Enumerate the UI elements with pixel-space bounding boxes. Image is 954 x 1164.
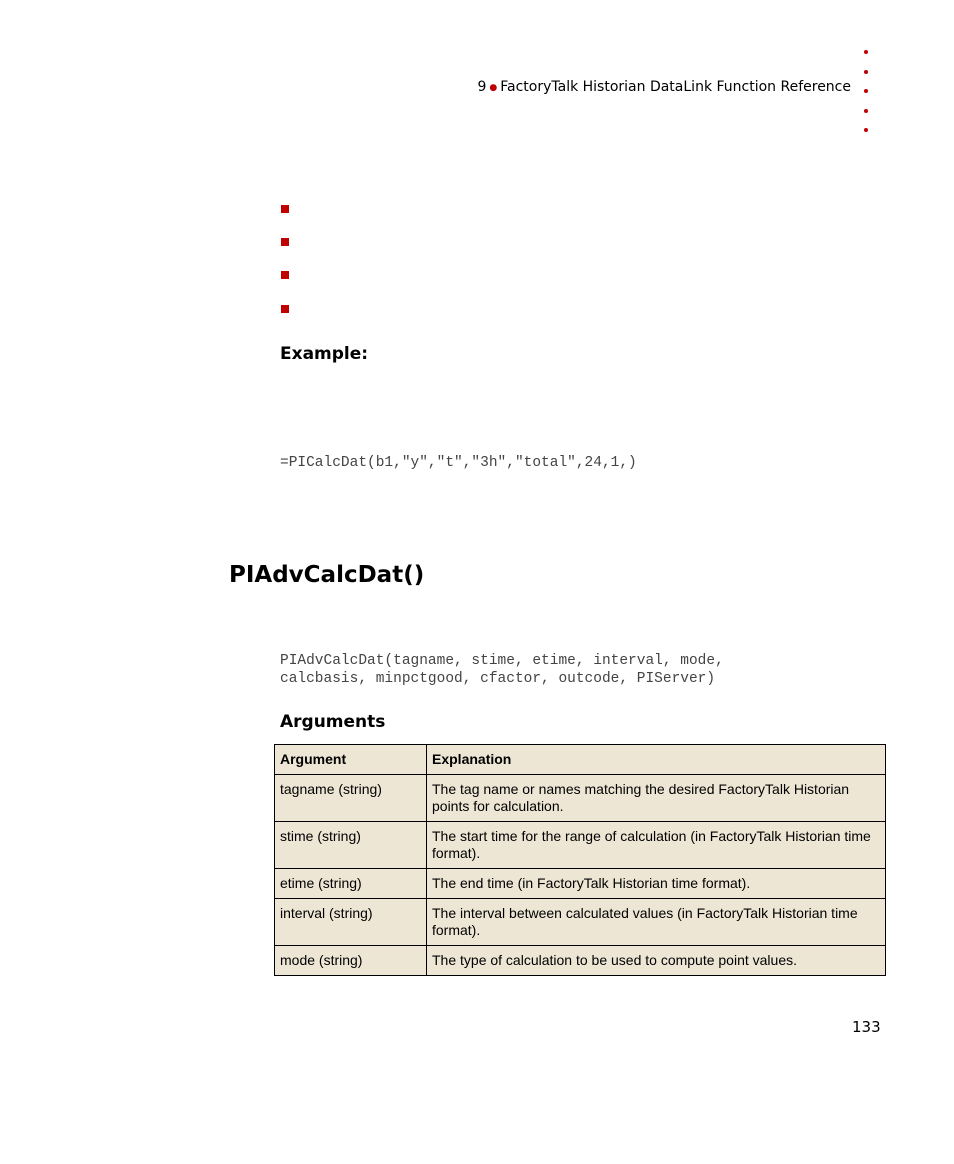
signature-line-1: PIAdvCalcDat(tagname, stime, etime, interval, mode, (280, 653, 724, 669)
explanation-cell: The end time (in FactoryTalk Historian time format). (427, 869, 886, 899)
explanation-cell: The start time for the range of calculation (in FactoryTalk Historian time format). (427, 822, 886, 869)
argument-cell: mode (string) (275, 946, 427, 976)
dot-icon (864, 128, 868, 132)
chapter-title: FactoryTalk Historian DataLink Function Reference (500, 79, 851, 95)
margin-dots-decoration (864, 50, 874, 148)
argument-cell: interval (string) (275, 899, 427, 946)
function-heading: PIAdvCalcDat() (229, 562, 425, 588)
bullet-separator-icon: ● (489, 83, 498, 93)
column-header-argument: Argument (275, 745, 427, 775)
dot-icon (864, 89, 868, 93)
explanation-cell: The tag name or names matching the desired FactoryTalk Historian points for calculation. (427, 775, 886, 822)
table-row (275, 899, 886, 946)
table-header-row (275, 745, 886, 775)
explanation-cell: The interval between calculated values (in FactoryTalk Historian time format). (427, 899, 886, 946)
function-signature (280, 652, 724, 688)
signature-line-2: calcbasis, minpctgood, cfactor, outcode, PIServer) (280, 671, 716, 687)
square-bullet-icon (281, 238, 289, 246)
dot-icon (864, 50, 868, 54)
chapter-number: 9 (477, 79, 487, 95)
argument-cell: stime (string) (275, 822, 427, 869)
argument-cell: tagname (string) (275, 775, 427, 822)
table-row (275, 822, 886, 869)
running-header (477, 79, 851, 95)
column-header-explanation: Explanation (427, 745, 886, 775)
argument-cell: etime (string) (275, 869, 427, 899)
table-row (275, 775, 886, 822)
explanation-cell: The type of calculation to be used to compute point values. (427, 946, 886, 976)
table-row (275, 946, 886, 976)
example-code: =PICalcDat(b1,"y","t","3h","total",24,1,) (280, 455, 637, 471)
example-heading: Example: (280, 344, 369, 364)
arguments-table (274, 744, 886, 976)
arguments-heading: Arguments (280, 712, 386, 732)
square-bullet-icon (281, 271, 289, 279)
page-number: 133 (852, 1018, 881, 1036)
table-row (275, 869, 886, 899)
square-bullet-icon (281, 305, 289, 313)
dot-icon (864, 109, 868, 113)
square-bullet-icon (281, 205, 289, 213)
dot-icon (864, 70, 868, 74)
